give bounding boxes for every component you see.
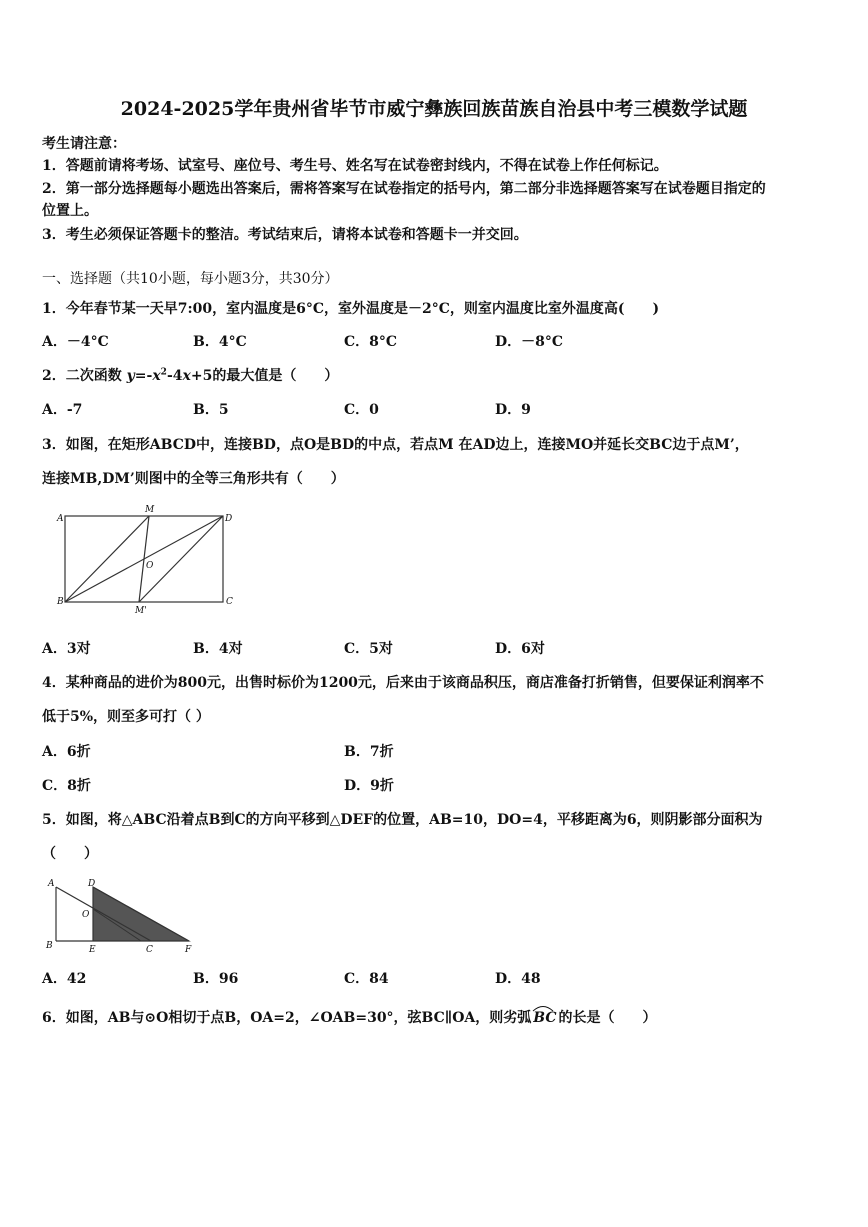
section-heading: 一、选择题（共10小题，每小题3分，共30分） (42, 271, 339, 287)
notice-item-2: 2．第一部分选择题每小题选出答案后，需将答案写在试卷指定的括号内，第二部分非选择题答案写在试卷题目指定的 (42, 181, 766, 197)
q6-stem-post: 的长是（ ） (558, 1010, 657, 1026)
q5-option-b: B．96 (193, 971, 239, 987)
label-d: D (225, 514, 233, 524)
q4-option-d: D．9折 (344, 778, 394, 794)
label-a: A (57, 514, 64, 524)
label-c: C (226, 597, 233, 607)
q5-option-d: D．48 (495, 971, 541, 987)
q1-option-c: C．8°C (344, 334, 398, 350)
q3-option-a: A．3对 (42, 641, 91, 657)
notice-item-2-cont: 位置上。 (42, 203, 98, 219)
q2-option-a: A．-7 (42, 402, 83, 418)
page-title: 2024-2025学年贵州省毕节市威宁彝族回族苗族自治县中考三模数学试题 (120, 98, 748, 120)
question-3-stem-line1: 3．如图，在矩形ABCD中，连接BD，点O是BD的中点，若点M 在AD边上，连接MO并延长交BC边于点M’， (42, 437, 749, 453)
q2-var-y: y (126, 368, 135, 384)
q2-option-b: B．5 (193, 402, 229, 418)
notice-item-1: 1．答题前请将考场、试室号、座位号、考生号、姓名写在试卷密封线内，不得在试卷上作任何标记。 (42, 158, 668, 174)
label-b: B (57, 597, 64, 607)
q6-arc-label: BC (533, 1010, 557, 1026)
q4-option-c: C．8折 (42, 778, 91, 794)
label-m: M (145, 505, 155, 515)
label-e: E (89, 945, 96, 955)
label-a: A (48, 879, 55, 889)
q1-option-a: A．－4°C (42, 334, 109, 350)
q2-mid: -4 (166, 368, 183, 384)
question-1-stem: 1．今年春节某一天早7:00，室内温度是6°C，室外温度是－2°C，则室内温度比室外温度高( ) (42, 301, 660, 317)
label-o: O (82, 910, 90, 920)
label-f: F (185, 945, 192, 955)
q3-option-c: C．5对 (344, 641, 393, 657)
question-4-stem-line1: 4．某种商品的进价为800元，出售时标价为1200元，后来由于该商品积压，商店准备打折销售，但要保证利润率不 (42, 675, 764, 691)
segment-mb (65, 516, 149, 602)
q2-var-x: x (152, 368, 161, 384)
q2-exponent: 2 (160, 367, 167, 378)
q6-stem-pre: 6．如图，AB与⊙O相切于点B，OA=2，∠OAB=30°，弦BC∥OA，则劣弧 (42, 1010, 532, 1026)
q1-option-d: D．－8°C (495, 334, 564, 350)
segment-dm2 (139, 516, 223, 602)
q3-option-b: B．4对 (193, 641, 243, 657)
label-m-prime: M' (135, 606, 147, 616)
notice-item-3: 3．考生必须保证答题卡的整洁。考试结束后，请将本试卷和答题卡一并交回。 (42, 227, 528, 243)
label-b: B (46, 941, 53, 951)
q2-stem-post: +5的最大值是（ ） (190, 368, 339, 384)
label-d: D (88, 879, 96, 889)
label-o: O (146, 561, 154, 571)
q2-option-c: C．0 (344, 402, 379, 418)
question-6-stem (42, 1007, 657, 1027)
q1-option-b: B．4°C (193, 334, 247, 350)
q5-option-a: A．42 (42, 971, 87, 987)
q6-arc-bc (531, 1010, 558, 1026)
notice-header: 考生请注意： (42, 136, 126, 152)
q2-stem-pre: 2．二次函数 (42, 368, 127, 384)
question-5-stem-line1: 5．如图，将△ABC沿着点B到C的方向平移到△DEF的位置，AB=10，DO=4，平移距离为6，则阴影部分面积为 (42, 812, 763, 828)
q2-var-x2: x (182, 368, 191, 384)
question-2-stem (42, 365, 338, 385)
q5-translation-figure (40, 874, 200, 958)
label-c: C (146, 945, 153, 955)
question-5-stem-line2: （ ） (42, 846, 98, 862)
q4-option-a: A．6折 (42, 744, 91, 760)
question-3-stem-line2: 连接MB,DM’则图中的全等三角形共有（ ） (42, 471, 345, 487)
q3-option-d: D．6对 (495, 641, 545, 657)
q2-option-d: D．9 (495, 402, 531, 418)
q2-eq: =- (134, 368, 153, 384)
question-4-stem-line2: 低于5%，则至多可打（ ） (42, 709, 210, 725)
arc-symbol-icon (531, 1004, 555, 1012)
q5-option-c: C．84 (344, 971, 389, 987)
segment-mm2 (139, 516, 149, 602)
q3-rectangle-figure (52, 500, 242, 620)
q4-option-b: B．7折 (344, 744, 394, 760)
